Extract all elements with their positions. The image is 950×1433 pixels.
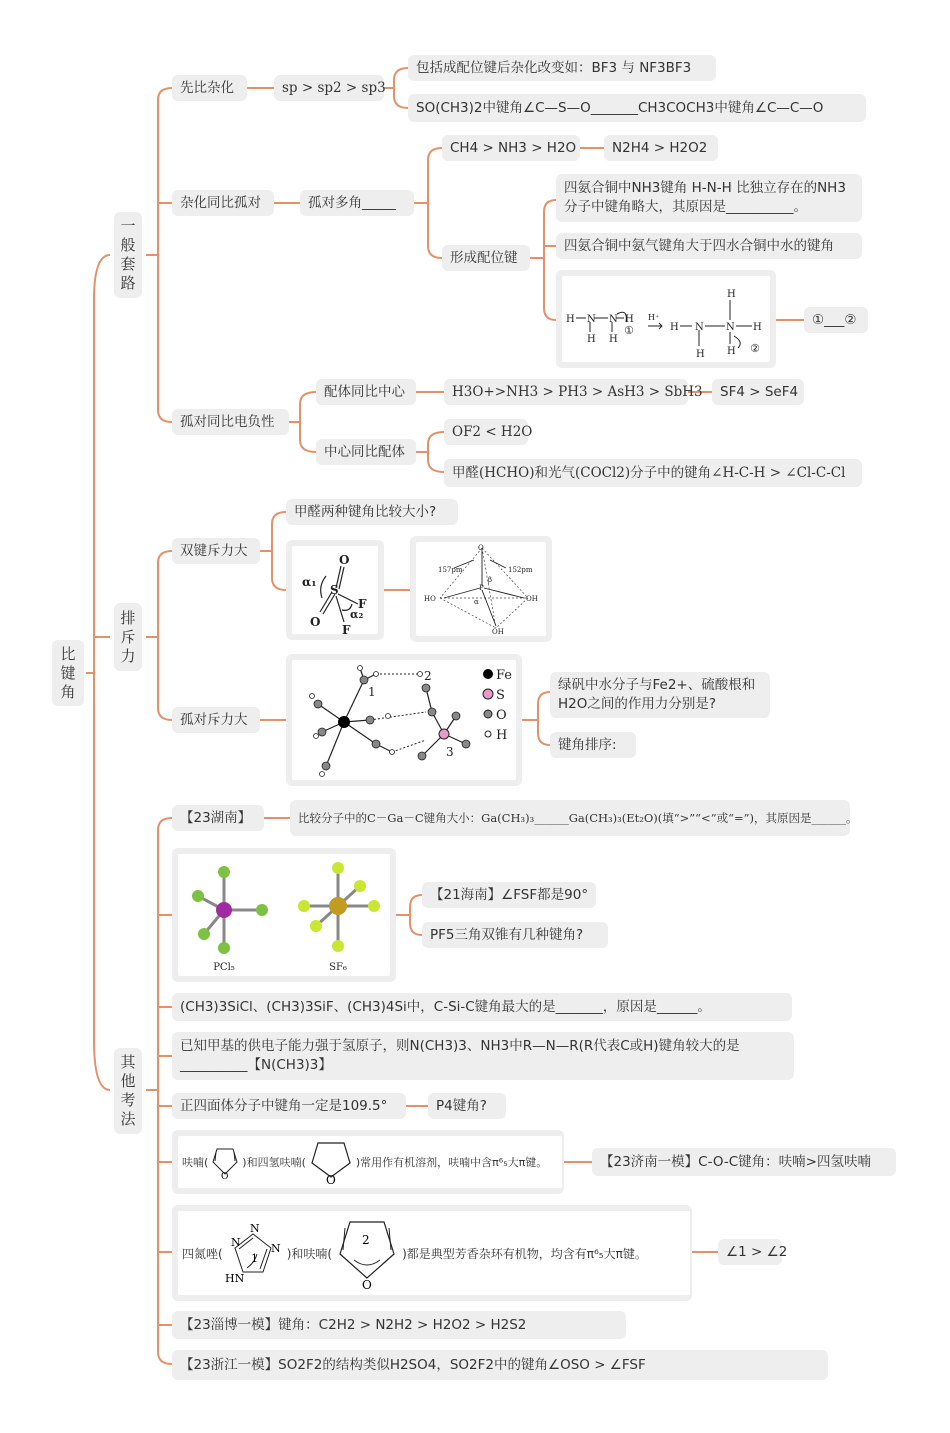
protonation-drawing: [562, 276, 770, 362]
coord-question-2: 四氨合铜中氨气键角大于四水合铜中水的键角: [556, 233, 862, 259]
alpha-label: α: [474, 598, 479, 606]
furan-text-b: )和四氢呋喃(: [242, 1156, 306, 1169]
alpha-2-label: α₂: [350, 608, 364, 621]
furan-ring-icon: [208, 1144, 242, 1180]
svg-text:N: N: [609, 314, 618, 325]
svg-text:N: N: [587, 314, 596, 325]
so2f2-drawing: [292, 546, 378, 634]
methyl-question: 已知甲基的供电子能力强于氢原子，则N(CH3)3、NH3中R—N—R(R代表C或H)键角较大的是__________【N(CH3)3】: [172, 1032, 794, 1080]
svg-text:2: 2: [362, 1233, 370, 1247]
h3po4-drawing: [416, 542, 546, 636]
lonepair-example-1: CH4 > NH3 > H2O: [442, 135, 580, 161]
ligand-example: H3O+>NH3 > PH3 > AsH3 > SbH3: [444, 379, 688, 405]
svg-text:O: O: [325, 1173, 336, 1185]
root-char: 键: [60, 663, 76, 682]
svg-text:O: O: [310, 615, 321, 629]
svg-text:H: H: [566, 314, 575, 325]
furan-text-a: 呋喃(: [182, 1156, 209, 1169]
pcl5-label: PCl₅: [213, 962, 235, 973]
svg-text:N: N: [270, 1242, 281, 1255]
branch-char: 考: [120, 1091, 136, 1109]
branch-char: 一: [120, 217, 136, 235]
svg-text:H: H: [753, 322, 762, 333]
svg-text:H: H: [670, 322, 679, 333]
center-example-2: 甲醛(HCHO)和光气(COCl2)分子中的键角∠H-C-H > ∠Cl-C-Cl: [444, 459, 862, 487]
coord-answer: ①___②: [804, 307, 868, 333]
furan-ring-large-icon: [332, 1214, 402, 1292]
lone-question-2: 键角排序:: [550, 732, 636, 758]
svg-text:H: H: [587, 334, 596, 345]
svg-text:N: N: [249, 1222, 260, 1235]
svg-text:F: F: [342, 623, 351, 634]
iron-sulfate-drawing: [292, 660, 516, 780]
legend-o: O: [496, 708, 507, 723]
branch-char: 套: [120, 255, 136, 273]
branch-char: 他: [120, 1072, 136, 1090]
label-157pm: 157pm: [438, 566, 463, 574]
branch-char: 力: [120, 646, 136, 665]
svg-text:F: F: [358, 597, 367, 611]
branch-repulsion: [114, 603, 142, 671]
branch-char: 般: [120, 236, 136, 254]
branch-general: [114, 212, 142, 298]
root-char: 比: [60, 644, 76, 663]
hainan-note: 【21海南】∠FSF都是90°: [422, 882, 596, 908]
pf5-question: PF5三角双锥有几种键角?: [422, 922, 608, 948]
iron-sulfate-image: [286, 654, 522, 786]
angle-mark-1: 1: [368, 685, 376, 699]
hunan-question: 比较分子中的C－Ga－C键角大小：Ga(CH₃)₃______Ga(CH₃)₃(Et₂O)(填“>”“<”或“=”)，其原因是______。: [290, 800, 850, 836]
lone-question-1: 绿矾中水分子与Fe2+、硫酸根和H2O之间的作用力分别是?: [550, 672, 770, 718]
hybrid-note-2: SO(CH3)2中键角∠C—S—O_______CH3COCH3中键角∠C—C—O: [408, 94, 866, 122]
furan-text-c: )常用作有机溶剂，呋喃中含π⁶₅大π键。: [355, 1156, 548, 1169]
pcl5-sf6-image: [172, 848, 396, 982]
coord-question-1: 四氨合铜中NH3键角 H-N-H 比独立存在的NH3分子中键角略大，其原因是__________。: [556, 174, 862, 222]
svg-text:1: 1: [250, 1252, 258, 1265]
tetrazole-answer: ∠1 > ∠2: [718, 1239, 782, 1265]
oh-label: OH: [526, 595, 538, 603]
protonation-image: [556, 270, 776, 368]
svg-text:HN: HN: [224, 1272, 244, 1285]
h3po4-image: [410, 536, 552, 642]
tetrazole-box: [172, 1205, 692, 1301]
branch-char: 路: [120, 274, 136, 292]
svg-text:H: H: [727, 346, 736, 357]
tetrazole-ring-icon: [223, 1218, 287, 1288]
hybrid-note-1: 包括成配位键后杂化改变如：BF3 与 NF3BF3: [408, 55, 716, 81]
sf6-label: SF₆: [329, 962, 347, 973]
electroneg-label: 孤对同比电负性: [172, 409, 289, 435]
branch-char: 排: [120, 608, 136, 627]
angle-mark-3: 3: [446, 745, 454, 759]
hunan-tag: 【23湖南】: [172, 805, 264, 831]
root-node: [52, 640, 84, 706]
mark-2: ②: [750, 342, 760, 355]
svg-text:H: H: [609, 334, 618, 345]
hybrid-order: sp > sp2 > sp3: [274, 75, 384, 101]
root-char: 角: [60, 682, 76, 701]
center-label: 中心同比配体: [316, 439, 416, 465]
legend-s: S: [496, 688, 505, 703]
tetrahedral-note: 正四面体分子中键角一定是109.5°: [172, 1093, 406, 1119]
oh-bottom-label: OH: [492, 628, 504, 636]
angle-mark-2: 2: [424, 669, 432, 683]
svg-text:O: O: [362, 1278, 372, 1292]
svg-text:N: N: [726, 322, 735, 333]
zibo-note: 【23淄博一模】键角：C2H2 > N2H2 > H2O2 > H2S2: [172, 1311, 626, 1339]
lonepair-label: 杂化同比孤对: [172, 190, 274, 216]
tetrazole-text-b: )和呋喃(: [286, 1246, 333, 1261]
silicon-question: (CH3)3SiCl、(CH3)3SiF、(CH3)4Si中，C-Si-C键角最大的是_______，原因是______。: [172, 993, 792, 1021]
branch-char: 其: [120, 1053, 136, 1071]
svg-text:H: H: [625, 314, 634, 325]
tetrazole-text-a: 四氮唑(: [182, 1246, 223, 1261]
svg-text:N: N: [230, 1236, 241, 1249]
lonepair-example-2: N2H4 > H2O2: [604, 135, 718, 161]
ligand-label: 配体同比中心: [316, 379, 416, 405]
legend-fe: Fe: [496, 668, 513, 683]
svg-text:H: H: [696, 349, 705, 360]
thf-ring-icon: [306, 1139, 356, 1185]
svg-text:H: H: [727, 289, 736, 300]
lone-pair-repulsion-label: 孤对斥力大: [172, 707, 260, 733]
so2f2-image: [286, 540, 384, 640]
tetrazole-text-c: )都是典型芳香杂环有机物，均含有π⁶₅大π键。: [402, 1246, 647, 1261]
hybrid-label: 先比杂化: [172, 75, 247, 101]
double-bond-label: 双键斥力大: [172, 538, 260, 564]
legend-h: H: [496, 728, 508, 743]
ho-label: HO: [424, 595, 436, 603]
svg-text:N: N: [695, 322, 704, 333]
svg-text:O: O: [339, 553, 350, 567]
protonation-label: H⁺: [648, 313, 660, 322]
mark-1: ①: [624, 324, 634, 337]
p4-question: P4键角?: [428, 1093, 506, 1119]
svg-text:S: S: [330, 583, 339, 597]
o-top-label: O: [478, 544, 484, 552]
center-example-1: OF2 < H2O: [444, 419, 528, 445]
zhejiang-note: 【23浙江一模】SO2F2的结构类似H2SO4，SO2F2中的键角∠OSO > ∠FSF: [172, 1350, 828, 1380]
double-bond-question: 甲醛两种键角比较大小?: [286, 499, 458, 525]
p-label: P: [479, 584, 484, 592]
furan-box: [172, 1130, 564, 1194]
svg-text:O: O: [221, 1172, 229, 1180]
branch-char: 法: [120, 1110, 136, 1128]
pcl5-sf6-drawing: [178, 854, 390, 976]
branch-other: [114, 1048, 142, 1134]
lonepair-rule: 孤对多角_____: [300, 190, 414, 216]
ligand-example-2: SF4 > SeF4: [712, 379, 804, 405]
jinan-note: 【23济南一模】C-O-C键角：呋喃>四氢呋喃: [592, 1148, 896, 1176]
coord-bond-label: 形成配位键: [442, 245, 530, 271]
alpha-1-label: α₁: [302, 575, 317, 589]
branch-char: 斥: [120, 627, 136, 646]
label-152pm: 152pm: [508, 566, 533, 574]
beta-label: β: [488, 576, 493, 584]
